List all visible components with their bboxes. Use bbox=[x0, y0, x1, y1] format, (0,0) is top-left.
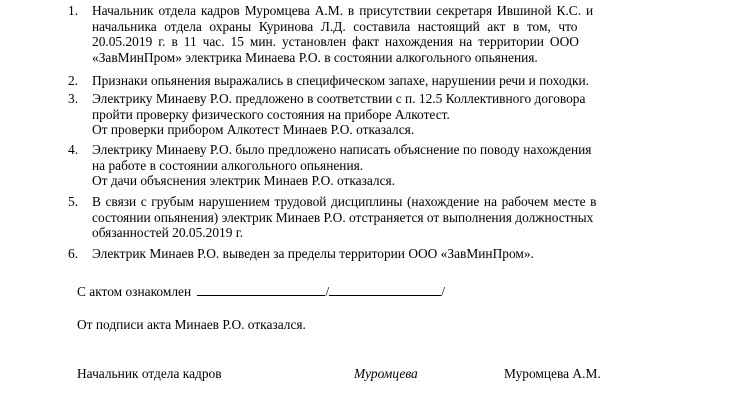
item-number: 2. bbox=[68, 73, 79, 88]
item-line: Начальник отдела кадров Муромцева А.М. в присутствии секретаря Ившиной К.С. и bbox=[92, 3, 594, 18]
list-item-1 bbox=[68, 3, 692, 65]
refusal-text: От подписи акта Минаев Р.О. отказался. bbox=[77, 317, 306, 332]
list-item-4 bbox=[68, 142, 692, 189]
item-line: Признаки опьянения выражались в специфическом запахе, нарушении речи и походки. bbox=[92, 73, 589, 88]
item-line: пройти проверку физического состояния на приборе Алкотест. bbox=[92, 106, 450, 122]
list-item-5 bbox=[68, 194, 692, 241]
item-line: В связи с грубым нарушением трудовой дисциплины (нахождение на рабочем месте в bbox=[92, 194, 597, 209]
item-line: обязанностей 20.05.2019 г. bbox=[92, 225, 244, 241]
list-item-2 bbox=[68, 73, 692, 89]
signature-blank bbox=[197, 283, 325, 296]
item-number: 6. bbox=[68, 246, 79, 261]
list-item-6 bbox=[68, 246, 692, 262]
separator: / bbox=[325, 284, 330, 299]
item-line: 20.05.2019 г. в 11 час. 15 мин. установлен факт нахождения на территории ООО bbox=[92, 34, 579, 50]
acknowledged-label: С актом ознакомлен bbox=[77, 284, 192, 299]
item-line: начальника отдела охраны Куринова Л.Д. составила настоящий акт в том, что bbox=[92, 18, 578, 34]
item-line: на работе в состоянии алкогольного опьянения. bbox=[92, 157, 364, 173]
item-line: От дачи объяснения электрик Минаев Р.О. отказался. bbox=[92, 173, 396, 189]
list-item-3 bbox=[68, 91, 692, 138]
handwritten-signature: Муромцева bbox=[354, 366, 418, 381]
item-line: Электрик Минаев Р.О. выведен за пределы территории ООО «ЗавМинПром». bbox=[92, 246, 534, 261]
item-line: Электрику Минаеву Р.О. предложено в соответствии с п. 12.5 Коллективного договора bbox=[92, 91, 586, 106]
name-blank bbox=[329, 283, 441, 296]
signature-position: Начальник отдела кадров bbox=[77, 366, 222, 381]
item-number: 1. bbox=[68, 3, 79, 18]
item-line: От проверки прибором Алкотест Минаев Р.О. отказался. bbox=[92, 122, 415, 138]
item-line: Электрику Минаеву Р.О. было предложено написать объяснение по поводу нахождения bbox=[92, 142, 592, 157]
item-line: состоянии опьянения) электрик Минаев Р.О. отстраняется от выполнения должностных bbox=[92, 209, 594, 225]
item-number: 3. bbox=[68, 91, 79, 106]
signer-name: Муромцева А.М. bbox=[504, 366, 601, 381]
separator: / bbox=[441, 284, 445, 299]
acknowledgement-line bbox=[77, 283, 445, 300]
item-number: 4. bbox=[68, 142, 79, 157]
item-number: 5. bbox=[68, 194, 79, 209]
item-line: «ЗавМинПром» электрика Минаева Р.О. в состоянии алкогольного опьянения. bbox=[92, 49, 538, 65]
